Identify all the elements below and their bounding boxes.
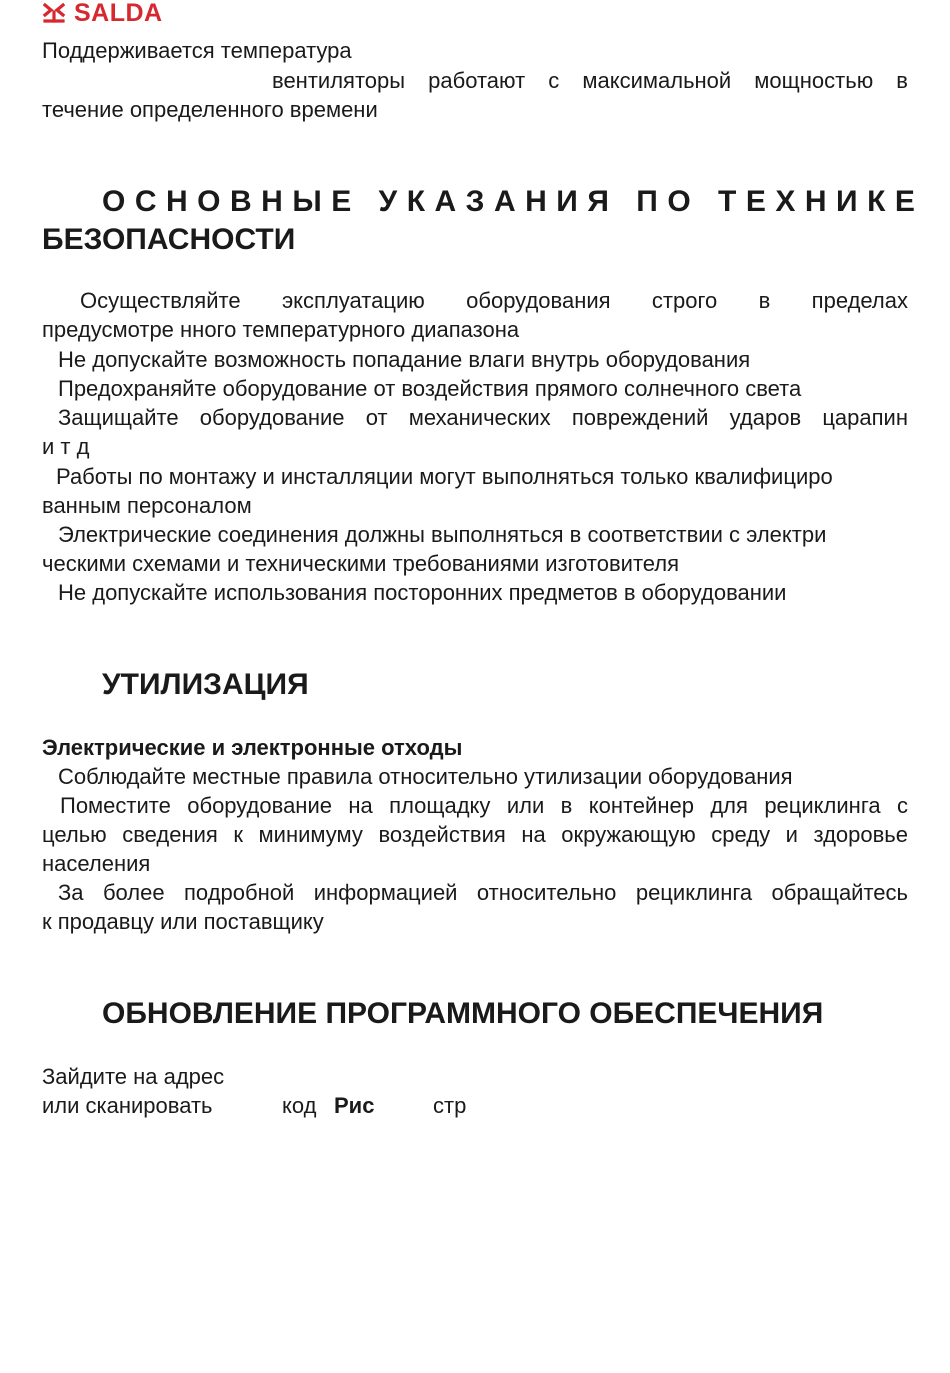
safety-line: Электрические соединения должны выполняться в соответствии с электри [58, 522, 827, 547]
disposal-subtitle: Электрические и электронные отходы [42, 735, 463, 760]
brand-logo [42, 0, 163, 26]
safety-line: Не допускайте возможность попадание влаги внутрь оборудования [58, 347, 751, 372]
safety-line: Работы по монтажу и инсталляции могут выполняться только квалифициро [56, 464, 833, 489]
safety-line: Защищайте оборудование от механических повреждений ударов царапин [58, 405, 908, 430]
disposal-line: За более подробной информацией относительно рециклинга обращайтесь [58, 880, 908, 905]
safety-line: предусмотре нного температурного диапазона [42, 317, 520, 342]
safety-line: ческими схемами и техническими требованиями изготовителя [42, 551, 680, 576]
intro-line: вентиляторы работают с максимальной мощностью в [272, 68, 908, 93]
intro-line: Поддерживается температура [42, 38, 352, 63]
safety-line: Не допускайте использования посторонних предметов в оборудовании [58, 580, 787, 605]
figure-reference: Рис [334, 1093, 375, 1118]
safety-line: Предохраняйте оборудование от воздействия прямого солнечного света [58, 376, 802, 401]
disposal-line: Соблюдайте местные правила относительно утилизации оборудования [58, 764, 793, 789]
update-line: Зайдите на адрес [42, 1064, 225, 1089]
safety-line: и т д [42, 434, 90, 459]
update-line: или сканировать [42, 1093, 213, 1118]
safety-line: Осуществляйте эксплуатацию оборудования строго в пределах [80, 288, 908, 313]
brand-name: SALDA [74, 0, 163, 27]
update-code-label: код [282, 1093, 317, 1118]
safety-line: ванным персоналом [42, 493, 252, 518]
disposal-title: УТИЛИЗАЦИЯ [102, 668, 309, 701]
update-title: ОБНОВЛЕНИЕ ПРОГРАММНОГО ОБЕСПЕЧЕНИЯ [102, 997, 824, 1030]
disposal-line: Поместите оборудование на площадку или в контейнер для рециклинга с [60, 793, 908, 818]
disposal-line: целью сведения к минимуму воздействия на окружающую среду и здоровье [42, 822, 908, 847]
page-reference: стр [433, 1093, 467, 1118]
intro-line: течение определенного времени [42, 97, 378, 122]
safety-title-cont: БЕЗОПАСНОСТИ [42, 223, 296, 256]
safety-title: ОСНОВНЫЕ УКАЗАНИЯ ПО ТЕХНИКЕ [102, 185, 925, 218]
disposal-line: населения [42, 851, 151, 876]
disposal-line: к продавцу или поставщику [42, 909, 324, 934]
salda-logo-icon [42, 2, 66, 24]
